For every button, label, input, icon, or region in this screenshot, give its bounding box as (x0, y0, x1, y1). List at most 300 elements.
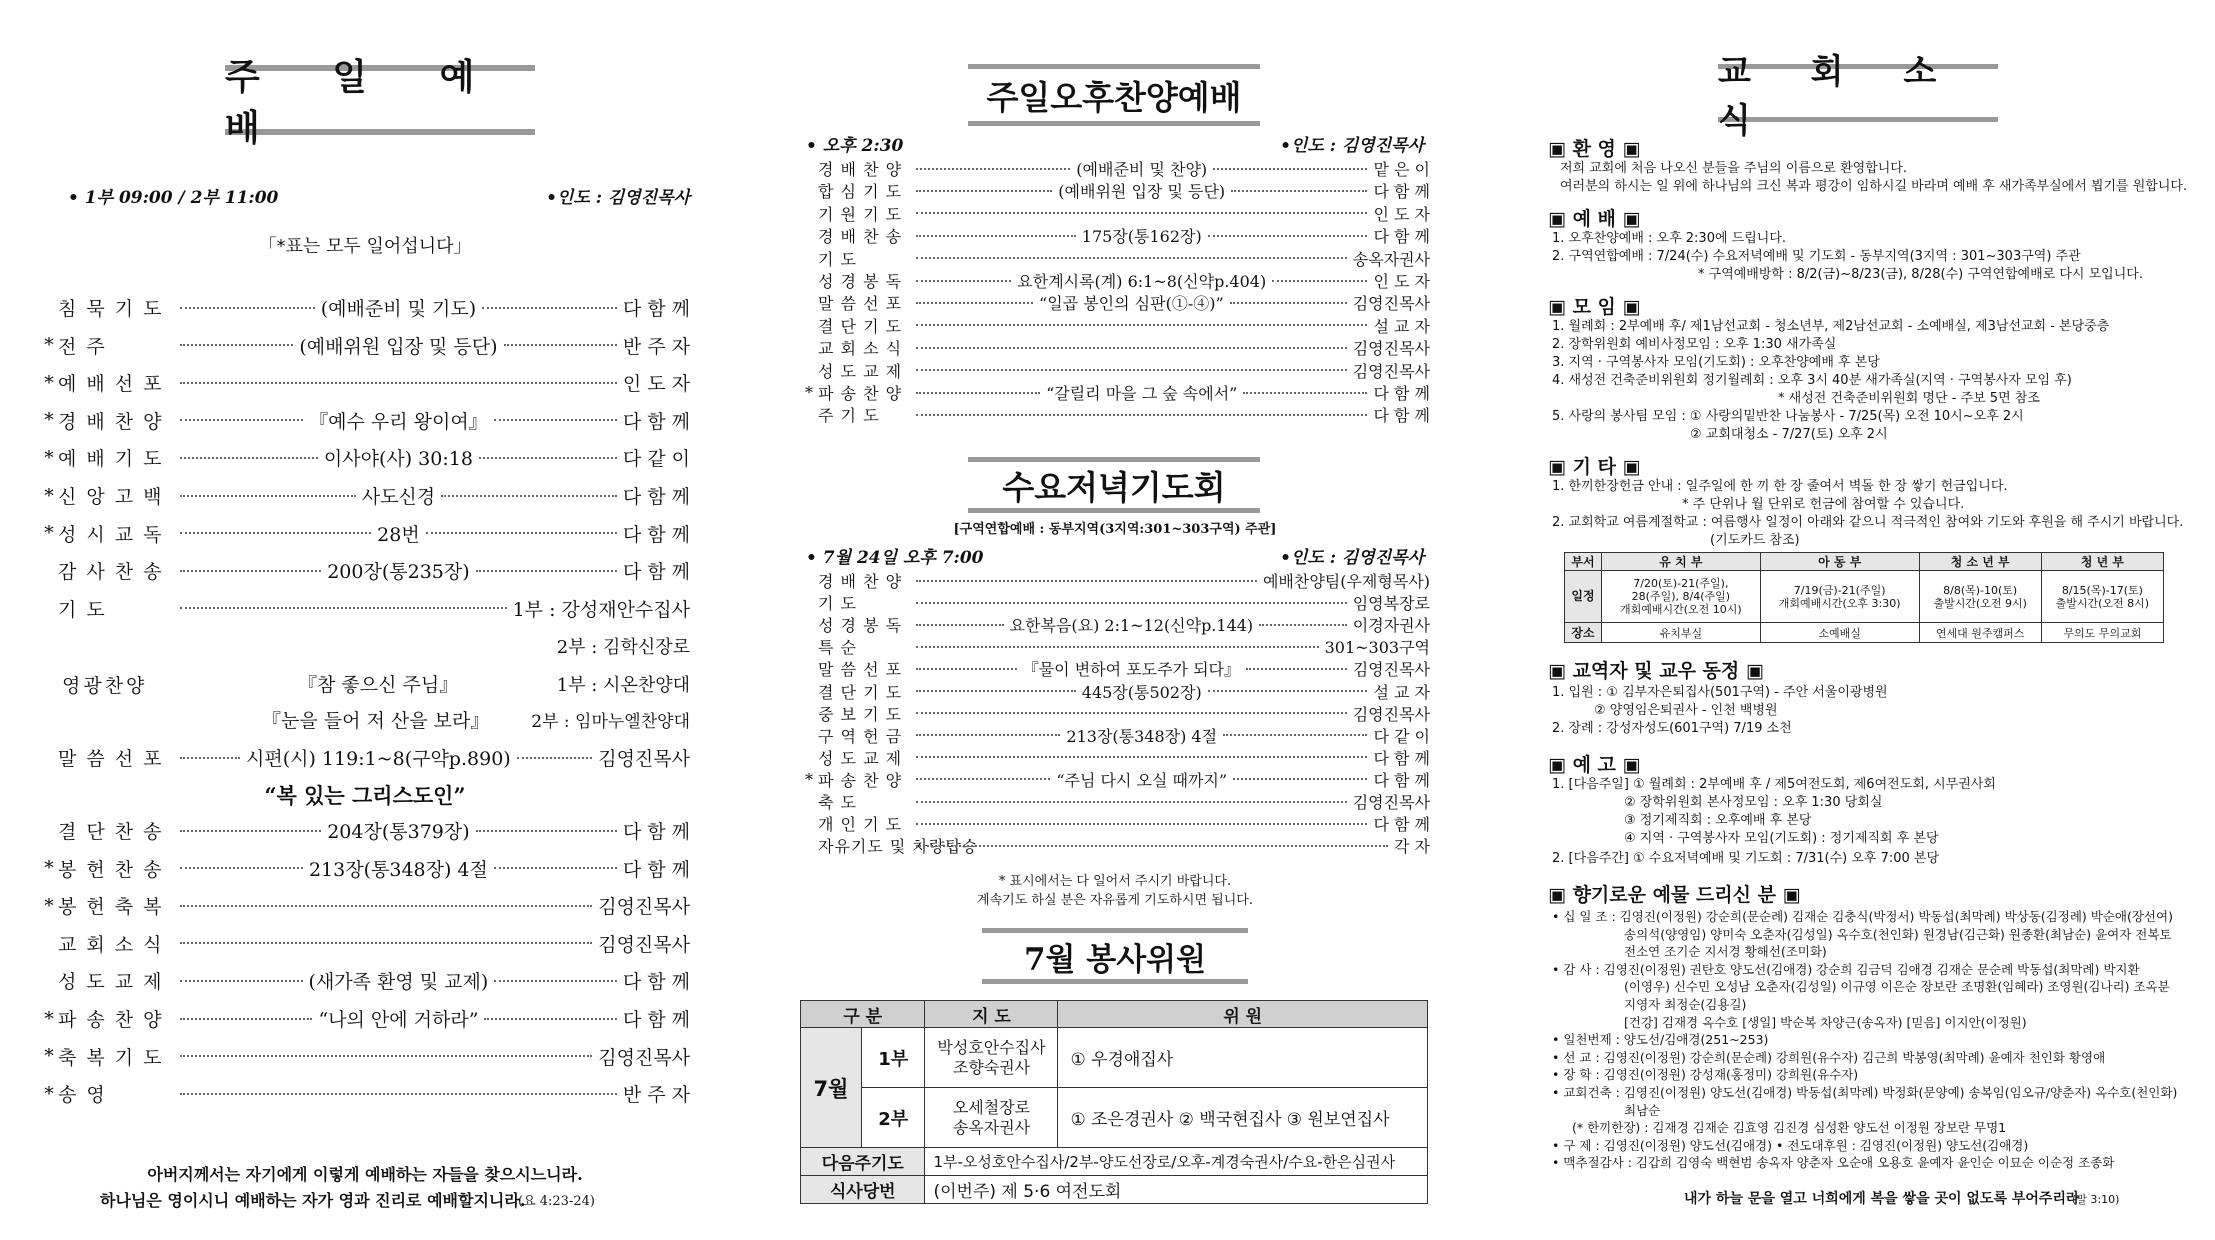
dot-leader (180, 344, 293, 346)
preview-line-2: ② 장학위원회 본사정모임 : 오후 1:30 당회실 (1624, 795, 1883, 810)
tt-place-label: 장소 (1565, 623, 1602, 643)
dot-leader (180, 1018, 312, 1020)
dot-leader (1246, 668, 1347, 670)
order-label: 침 묵 기 도 (58, 298, 164, 320)
dot-leader (1208, 235, 1368, 237)
order-person: 설 교 자 (1373, 316, 1430, 336)
sunday-service-title: 주 일 예 배 (225, 65, 535, 135)
order-detail: 사도신경 (361, 486, 436, 508)
dot-leader (1223, 734, 1367, 736)
order-row (800, 613, 1430, 636)
tt-h3: 청 소 년 부 (1919, 553, 2041, 571)
order-person: 각 자 (1394, 837, 1430, 857)
order-label: 감 사 찬 송 (58, 561, 164, 584)
order-label: 봉 헌 축 복 (58, 896, 164, 919)
order-row (800, 680, 1430, 703)
church-news-column (1548, 0, 2188, 1240)
order-row (40, 520, 690, 547)
offering-line: 지영자 최정순(김용길) (1624, 997, 1747, 1012)
tt-schedule-label: 일정 (1565, 571, 1602, 623)
order-person: 다 함 께 (1373, 406, 1430, 426)
order-person: 1부 : 강성재안수집사 (512, 598, 690, 621)
order-label: 파 송 찬 양 (58, 1009, 164, 1031)
dot-leader (1272, 280, 1367, 282)
verse-line-2: 하나님은 영이시니 예배하는 자가 영과 진리로 예배할지니라. (100, 1191, 526, 1210)
order-row (40, 294, 690, 321)
sermon-preacher: 김영진목사 (598, 748, 690, 770)
dot-leader (494, 419, 617, 421)
dot-leader (180, 905, 592, 907)
order-person: 301~303구역 (1324, 638, 1430, 658)
order-detail: 175장(통162장) (1081, 227, 1202, 247)
summer-school-table (1564, 552, 2164, 643)
tt-youth-place: 연세대 원주캠퍼스 (1919, 623, 2041, 643)
order-person: 예배찬양팀(우제형목사) (1262, 572, 1430, 591)
church-news-title: 교 회 소 식 (1718, 64, 1998, 122)
order-person: 다 함 께 (622, 858, 690, 881)
dot-leader (180, 830, 321, 832)
order-person: 다 함 께 (622, 561, 691, 584)
order-star: * (805, 769, 813, 789)
order-detail: 213장(통348장) 4절 (1066, 726, 1218, 746)
preview-line-5: 2. [다음주간] ① 수요저녁예배 및 기도회 : 7/31(수) 오후 7:00 본당 (1552, 851, 1940, 866)
dot-leader (180, 1055, 592, 1057)
second-lead-cell (925, 1088, 1058, 1148)
order-label: 성 도 교 제 (818, 748, 903, 768)
order-label: 결 단 기 도 (818, 316, 903, 336)
order-person: 다 같 이 (1373, 726, 1431, 746)
order-person: 김영진목사 (1352, 704, 1430, 724)
tt-kinder-place: 유치부실 (1602, 623, 1761, 643)
etc-line-1: 1. 한끼한장헌금 안내 : 일주일에 한 끼 한 장 줄여서 벽돌 한 장 쌓기 헌금입니다. (1552, 479, 2008, 494)
members-line-2: ② 양영임은퇴권사 - 인천 백병원 (1594, 703, 1778, 718)
order-row (40, 332, 690, 359)
order-row (40, 369, 690, 396)
tt-h0: 부서 (1565, 553, 1602, 571)
order-label: 말 씀 선 포 (818, 660, 903, 680)
dot-leader (479, 457, 617, 459)
wednesday-time: • 7월 24일 오후 7:00 (806, 548, 984, 568)
order-detail: 『예수 우리 왕이여』 (309, 410, 488, 433)
worship-line-1: 1. 오후찬양예배 : 오후 2:30에 드립니다. (1552, 231, 1787, 246)
section-news-of-members: ▣ 교역자 및 교우 동정 ▣ (1548, 660, 1764, 682)
order-label: 기 원 기 도 (818, 204, 903, 224)
afternoon-leader: •인도 : 김영진목사 (1280, 136, 1424, 156)
dot-leader (916, 414, 1367, 416)
dot-leader (180, 570, 321, 572)
order-row (800, 269, 1430, 292)
tt-a1: 8/15(목)-17(토) (2061, 583, 2143, 597)
worship-line-2: 2. 구역연합예배 : 7/24(수) 수요저녁예배 및 기도회 - 동부지역(3지역 : 301~303구역) 주관 (1552, 249, 2081, 264)
offering-line: 최남순 (1624, 1102, 1661, 1118)
order-label: 봉 헌 찬 송 (58, 858, 164, 881)
offering-line: (* 한끼한장) : 김재경 김재순 김효영 김진경 심성환 양도선 이정원 장보란 무명1 (1572, 1120, 2007, 1136)
dot-leader (1243, 392, 1367, 394)
dot-leader (916, 392, 1040, 394)
dot-leader (180, 757, 240, 759)
afternoon-time: • 오후 2:30 (806, 136, 904, 156)
order-person: 다 함 께 (622, 298, 691, 320)
order-label: 교 회 소 식 (58, 933, 164, 956)
dot-leader (916, 734, 1060, 736)
order-person: 다 함 께 (1373, 384, 1430, 403)
order-label: 결 단 기 도 (818, 682, 903, 702)
order-detail: 요한계시록(계) 6:1~8(신약p.404) (1017, 272, 1267, 291)
order-row (800, 336, 1430, 359)
wednesday-leader: •인도 : 김영진목사 (1280, 548, 1424, 568)
meal-duty-value: (이번주) 제 5·6 여전도회 (925, 1176, 1428, 1204)
etc-line-4: (기도카드 참조) (1710, 533, 1800, 548)
dot-leader (180, 607, 507, 609)
dot-leader (1208, 690, 1368, 692)
meetings-line-6: 5. 사랑의 봉사팀 모임 : ① 사랑의밑반찬 나눔봉사 - 7/25(목) 오전 10시~오후 2시 (1552, 409, 2024, 424)
order-star: * (44, 894, 54, 917)
dot-leader (476, 570, 617, 572)
dot-leader (482, 307, 617, 309)
order-label: 성 도 교 제 (818, 361, 903, 381)
order-person: 인 도 자 (1373, 204, 1430, 224)
meal-duty-label: 식사당번 (801, 1176, 925, 1204)
dot-leader (1230, 302, 1347, 304)
order-label: 경 배 찬 양 (58, 410, 164, 433)
tt-young-adult-schedule (2041, 571, 2163, 623)
order-label: 성 도 교 제 (58, 971, 164, 994)
meetings-line-3: 3. 지역 · 구역봉사자 모임(기도회) : 오후찬양예배 후 본당 (1552, 355, 1880, 370)
order-row (40, 1043, 690, 1070)
meetings-line-2: 2. 장학위원회 예비사정모임 : 오후 1:30 새가족실 (1552, 337, 1837, 352)
dot-leader (916, 668, 1017, 670)
meetings-line-1: 1. 월례회 : 2부예배 후/ 제1남선교회 - 청소년부, 제2남선교회 - 소예배실, 제3남선교회 - 본당중층 (1552, 319, 2110, 334)
order-person: 다 함 께 (622, 971, 690, 994)
order-star: * (44, 522, 54, 545)
dot-leader (484, 1018, 616, 1020)
offering-line: 송의석(양영임) 양미숙 오춘자(김성일) 옥수호(천인화) 원경남(김근화) 원종환(최남순) 윤여자 전복토 (1624, 926, 2172, 942)
order-label: 구 역 헌 금 (818, 726, 903, 746)
etc-line-3: 2. 교회학교 여름계절학교 : 여름행사 일정이 아래와 같으니 적극적인 참여와 기도와 후원을 해 주시기 바랍니다. (1552, 515, 2184, 530)
sermon-title: “복 있는 그리스도인” (264, 783, 466, 808)
second-lead-2: 송옥자권사 (952, 1117, 1031, 1137)
order-row (800, 403, 1430, 426)
order-row (800, 702, 1430, 725)
closing-verse-ref: (말 3:10) (2072, 1193, 2120, 1206)
offering-line: • 장 학 : 김영진(이정원) 강성재(홍정미) 강희원(유수자) (1552, 1067, 1859, 1083)
dot-leader (494, 867, 617, 869)
order-person: 김영진목사 (598, 933, 690, 956)
tt-child-place: 소예배실 (1760, 623, 1919, 643)
order-label: 교 회 소 식 (818, 339, 903, 359)
order-star: * (44, 334, 54, 357)
order-label: 파 송 찬 양 (818, 384, 903, 403)
order-row (40, 595, 690, 622)
order-label: 주 기 도 (818, 406, 880, 426)
order-row (800, 359, 1430, 382)
order-row (800, 291, 1430, 314)
order-row (800, 724, 1430, 747)
order-row (40, 892, 690, 919)
afternoon-column (800, 0, 1430, 1240)
order-detail: 445장(통502장) (1081, 682, 1202, 702)
order-detail: (예배위원 입장 및 등단) (299, 335, 498, 358)
order-detail: “갈릴리 마을 그 숲 속에서” (1046, 384, 1238, 403)
order-person: 다 함 께 (622, 821, 691, 843)
order-label: 개 인 기 도 (818, 815, 903, 835)
order-label: 축 복 기 도 (58, 1046, 164, 1069)
tt-a2: 출발시간(오전 8시) (2055, 596, 2150, 610)
order-row (40, 557, 690, 584)
order-row (800, 179, 1430, 202)
order-row (800, 790, 1430, 813)
order-row (40, 817, 690, 844)
first-members-cell: ① 우경애집사 (1058, 1028, 1428, 1088)
order-person: 김영진목사 (1352, 361, 1430, 381)
dot-leader (916, 190, 1052, 192)
order-label: 중 보 기 도 (818, 704, 903, 724)
dot-leader (916, 324, 1367, 326)
dot-leader (180, 307, 315, 309)
order-label: 기 도 (818, 594, 857, 614)
order-person: 인 도 자 (622, 373, 690, 396)
dot-leader (916, 347, 1347, 349)
order-detail: 200장(통235장) (327, 561, 470, 584)
preview-line-3: ③ 정기제직회 : 오후예배 후 본당 (1624, 813, 1812, 828)
order-person: 김영진목사 (1352, 660, 1430, 680)
col-members: 위 원 (1058, 1001, 1428, 1028)
order-row (40, 930, 690, 957)
order-row (800, 591, 1430, 614)
second-lead-1: 오세철장로 (952, 1097, 1031, 1117)
order-label: 기 도 (818, 249, 857, 269)
order-person: 김영진목사 (1352, 339, 1430, 359)
section-preview: ▣ 예 고 ▣ (1548, 754, 1641, 776)
order-star: * (44, 446, 54, 469)
etc-line-2: * 주 단위나 월 단위로 헌금에 참여할 수 있습니다. (1682, 497, 1965, 512)
dot-leader (180, 532, 371, 534)
dot-leader (916, 212, 1367, 214)
offering-line: • 선 교 : 김영진(이정원) 강순희(문순례) 강희원(유수자) 김근희 박봉영(최막례) 윤예자 천인화 황영애 (1552, 1049, 2106, 1065)
order-row (800, 224, 1430, 247)
order-person: 다 같 이 (622, 448, 691, 471)
next-prayer-label: 다음주기도 (801, 1148, 925, 1176)
dot-leader (916, 369, 1347, 371)
order-star: * (44, 857, 54, 880)
dot-leader (916, 756, 1367, 758)
order-label: 성 경 봉 독 (818, 616, 903, 636)
first-lead-1: 박성호안수집사 (937, 1037, 1046, 1057)
order-person: 송옥자권사 (1352, 249, 1430, 269)
order-star: * (805, 383, 813, 402)
order-person: 맡 은 이 (1373, 160, 1430, 179)
choir-first-song: 『참 좋으신 주님』 (298, 674, 459, 696)
dot-leader (916, 235, 1076, 237)
order-row (800, 202, 1430, 225)
order-person: 김영진목사 (1352, 294, 1430, 314)
order-star: * (44, 1082, 54, 1105)
dot-leader (180, 1093, 617, 1095)
tt-c2: 개회예배시간(오후 3:30) (1778, 596, 1901, 610)
section-etc: ▣ 기 타 ▣ (1548, 456, 1641, 478)
meetings-line-5: * 새성전 건축준비위원회 명단 - 주보 5면 참조 (1778, 391, 2040, 406)
sermon-label: 말 씀 선 포 (58, 748, 164, 770)
dot-leader (916, 168, 1070, 170)
dot-leader (180, 457, 318, 459)
order-label: 말 씀 선 포 (818, 294, 903, 314)
order-label: 결 단 찬 송 (58, 821, 164, 843)
order-row (800, 657, 1430, 680)
tt-c1: 7/19(금)-21(주일) (1793, 583, 1886, 597)
tt-young-adult-place: 무의도 무의교회 (2041, 623, 2163, 643)
dot-leader (180, 867, 303, 869)
tt-h2: 아 동 부 (1760, 553, 1919, 571)
order-person: 다 함 께 (1373, 182, 1430, 202)
tt-child-schedule (1760, 571, 1919, 623)
order-person: 임영복장로 (1352, 594, 1430, 614)
offering-line: • 일천번제 : 양도선/김애경(251~253) (1552, 1032, 1769, 1048)
service-time: • 1부 09:00 / 2부 11:00 (68, 188, 279, 208)
section-worship: ▣ 예 배 ▣ (1548, 208, 1641, 230)
dot-leader (916, 712, 1347, 714)
order-label: 자유기도 및 차량탑승 (818, 837, 979, 857)
offering-line: [건강] 김재경 옥수호 [생일] 박순복 차양근(송옥자) [믿음] 이지안(이정원) (1624, 1014, 2027, 1030)
order-person: 설 교 자 (1373, 682, 1431, 702)
dot-leader (916, 690, 1076, 692)
order-detail: (예배위원 입장 및 등단) (1058, 182, 1226, 202)
order-row (40, 1080, 690, 1107)
dot-leader (426, 532, 617, 534)
dot-leader (180, 419, 303, 421)
dot-leader (1259, 624, 1347, 626)
worship-line-3: * 구역예배방학 : 8/2(금)~8/23(금), 8/28(수) 구역연합예배로 다시 모입니다. (1698, 267, 2143, 282)
first-lead-2: 조향숙권사 (952, 1057, 1031, 1077)
order-star: * (44, 371, 54, 394)
second-service-cell: 2부 (862, 1088, 925, 1148)
next-prayer-value: 1부-오성호안수집사/2부-양도선장로/오후-계경숙권사/수요-한은심권사 (925, 1148, 1428, 1176)
offering-line: • 구 제 : 김영진(이정원) 양도선(김애경) • 전도대후원 : 김영진(이정원) 양도선(김애경) (1552, 1137, 2029, 1153)
order-star: * (44, 1007, 54, 1030)
volunteers-table (800, 1000, 1428, 1204)
dot-leader (916, 845, 1388, 847)
tt-y1: 8/8(목)-10(토) (1943, 583, 2018, 597)
dot-leader (180, 495, 356, 497)
sermon-scripture: 시편(시) 119:1~8(구약p.890) (246, 748, 511, 770)
month-cell: 7월 (801, 1028, 862, 1148)
order-detail: 213장(통348장) 4절 (308, 858, 488, 881)
order-person: 김영진목사 (598, 896, 690, 919)
order-detail: “일곱 봉인의 심판(①-④)” (1039, 294, 1224, 314)
tt-k3: 개회예배시간(오전 10시) (1620, 603, 1742, 616)
wednesday-service-title: 수요저녁기도회 (968, 457, 1260, 513)
order-label: 파 송 찬 양 (818, 770, 903, 790)
tt-h1: 유 치 부 (1602, 553, 1761, 571)
closing-verse: 내가 하늘 문을 열고 너희에게 복을 쌓을 곳이 없도록 부어주리라 (1684, 1191, 2080, 1207)
order-detail: 이사야(사) 30:18 (323, 448, 473, 471)
order-label: 축 도 (818, 793, 857, 812)
order-person: 다 함 께 (1373, 748, 1430, 768)
order-row (800, 746, 1430, 769)
dot-leader (1213, 168, 1367, 170)
order-detail: (예배준비 및 기도) (320, 298, 477, 320)
dot-leader (916, 602, 1347, 604)
tt-kinder-schedule (1602, 571, 1761, 623)
dot-leader (916, 801, 1347, 803)
order-detail: 요한복음(요) 2:1~12(신약p.144) (1009, 616, 1254, 636)
offering-line: (이영우) 신수민 오성남 오춘자(김성일) 이규영 이은순 장보란 조명환(임혜라) 조영원(김나리) 조옥분 (1624, 979, 2170, 995)
order-row (800, 314, 1430, 337)
order-star: * (44, 409, 54, 432)
section-welcome: ▣ 환 영 ▣ (1548, 138, 1641, 160)
order-label: 경 배 찬 양 (818, 572, 903, 591)
volunteers-title: 7월 봉사위원 (982, 928, 1248, 984)
dot-leader (180, 382, 617, 384)
order-detail: “나의 안에 거하라” (318, 1009, 479, 1031)
choir-second-who: 2부 : 임마누엘찬양대 (531, 712, 690, 732)
tt-y2: 출발시간(오전 9시) (1933, 596, 2027, 610)
order-row (800, 834, 1430, 857)
offering-line: • 맥추절감사 : 김갑희 김영숙 백현범 송옥자 양춘자 오순애 오용호 윤예자 윤인순 이묘순 이순정 조종화 (1552, 1155, 2115, 1171)
order-row (40, 444, 690, 471)
dot-leader (494, 980, 617, 982)
dot-leader (916, 778, 1050, 780)
sermon-row (40, 744, 690, 771)
order-row (800, 635, 1430, 658)
standing-notice: 「*표는 모두 일어섭니다」 (258, 236, 472, 257)
first-lead-cell (925, 1028, 1058, 1088)
preview-line-4: ④ 지역 · 구역봉사자 모임(기도회) : 정기제직회 후 본당 (1624, 831, 1939, 846)
dot-leader (180, 942, 592, 944)
order-person: 이경자권사 (1352, 616, 1431, 636)
members-line-1: 1. 입원 : ① 김부자은퇴집사(501구역) - 주안 서울이광병원 (1552, 685, 1888, 700)
sunday-service-column (40, 0, 690, 1240)
order-person: 반 주 자 (622, 335, 691, 358)
standing-note: * 표시에서는 다 일어서 주시기 바랍니다. (998, 874, 1232, 889)
order-row (800, 247, 1430, 270)
tt-h4: 청 년 부 (2041, 553, 2163, 571)
order-star: * (44, 1045, 54, 1068)
order-person: 다 함 께 (622, 410, 690, 433)
welcome-line-1: 저희 교회에 처음 나오신 분들을 주님의 이름으로 환영합니다. (1560, 161, 1908, 176)
welcome-line-2: 여러분의 하시는 일 위에 하나님의 크신 복과 평강이 임하시길 바라며 예배 후 새가족부실에서 뵙기를 원합니다. (1560, 179, 2188, 194)
order-detail: 『물이 변하여 포도주가 되다』 (1022, 660, 1240, 680)
tt-k2: 28(주일), 8/4(주일) (1631, 590, 1731, 603)
section-offerings: ▣ 향기로운 예물 드리신 분 ▣ (1548, 884, 1801, 906)
order-row (40, 1005, 690, 1032)
service-leader: •인도 : 김영진목사 (546, 188, 690, 208)
offering-line: • 교회건축 : 김영진(이정원) 양도선(김애경) 박동섭(최막례) 박정화(문양예) 송복임(임오규/양춘자) 옥수호(천인화) (1552, 1085, 2178, 1100)
order-row (800, 157, 1430, 180)
order-person: 김영진목사 (1352, 793, 1430, 812)
order-label: 특 순 (818, 638, 857, 658)
dot-leader (916, 823, 1367, 825)
order-label: 성 경 봉 독 (818, 272, 903, 291)
choir-first-who: 1부 : 시온찬양대 (556, 675, 690, 696)
order-person: 다 함 께 (1373, 815, 1430, 835)
afternoon-service-title: 주일오후찬양예배 (968, 64, 1260, 126)
order-label: 신 앙 고 백 (58, 486, 164, 508)
offering-line: • 십 일 조 : 김영진(이정원) 강순희(문순례) 김재순 김충식(박정서) 박동섭(최막례) 박상동(김정례) 박순애(장선여) (1552, 909, 2173, 924)
dot-leader (916, 280, 1011, 282)
order-detail: (새가족 환영 및 교제) (308, 971, 489, 994)
meetings-line-4: 4. 새성전 건축준비위원회 정기월례회 : 오후 3시 40분 새가족실(지역 · 구역봉사자 모임 후) (1552, 373, 2072, 388)
order-label: 전 주 (58, 335, 107, 358)
order-person: 반 주 자 (622, 1084, 690, 1107)
offering-line: • 감 사 : 김영진(이정원) 권탄호 양도선(김애경) 강순희 김금덕 김애경 김재순 문순례 박동섭(최막례) 박지환 (1552, 961, 2140, 977)
dot-leader (1233, 778, 1367, 780)
order-person: 김영진목사 (598, 1046, 690, 1069)
order-label: 합 심 기 도 (818, 182, 903, 202)
dot-leader (916, 624, 1004, 626)
order-row (40, 482, 690, 509)
col-category: 구 분 (801, 1001, 925, 1028)
dot-leader (916, 302, 1033, 304)
